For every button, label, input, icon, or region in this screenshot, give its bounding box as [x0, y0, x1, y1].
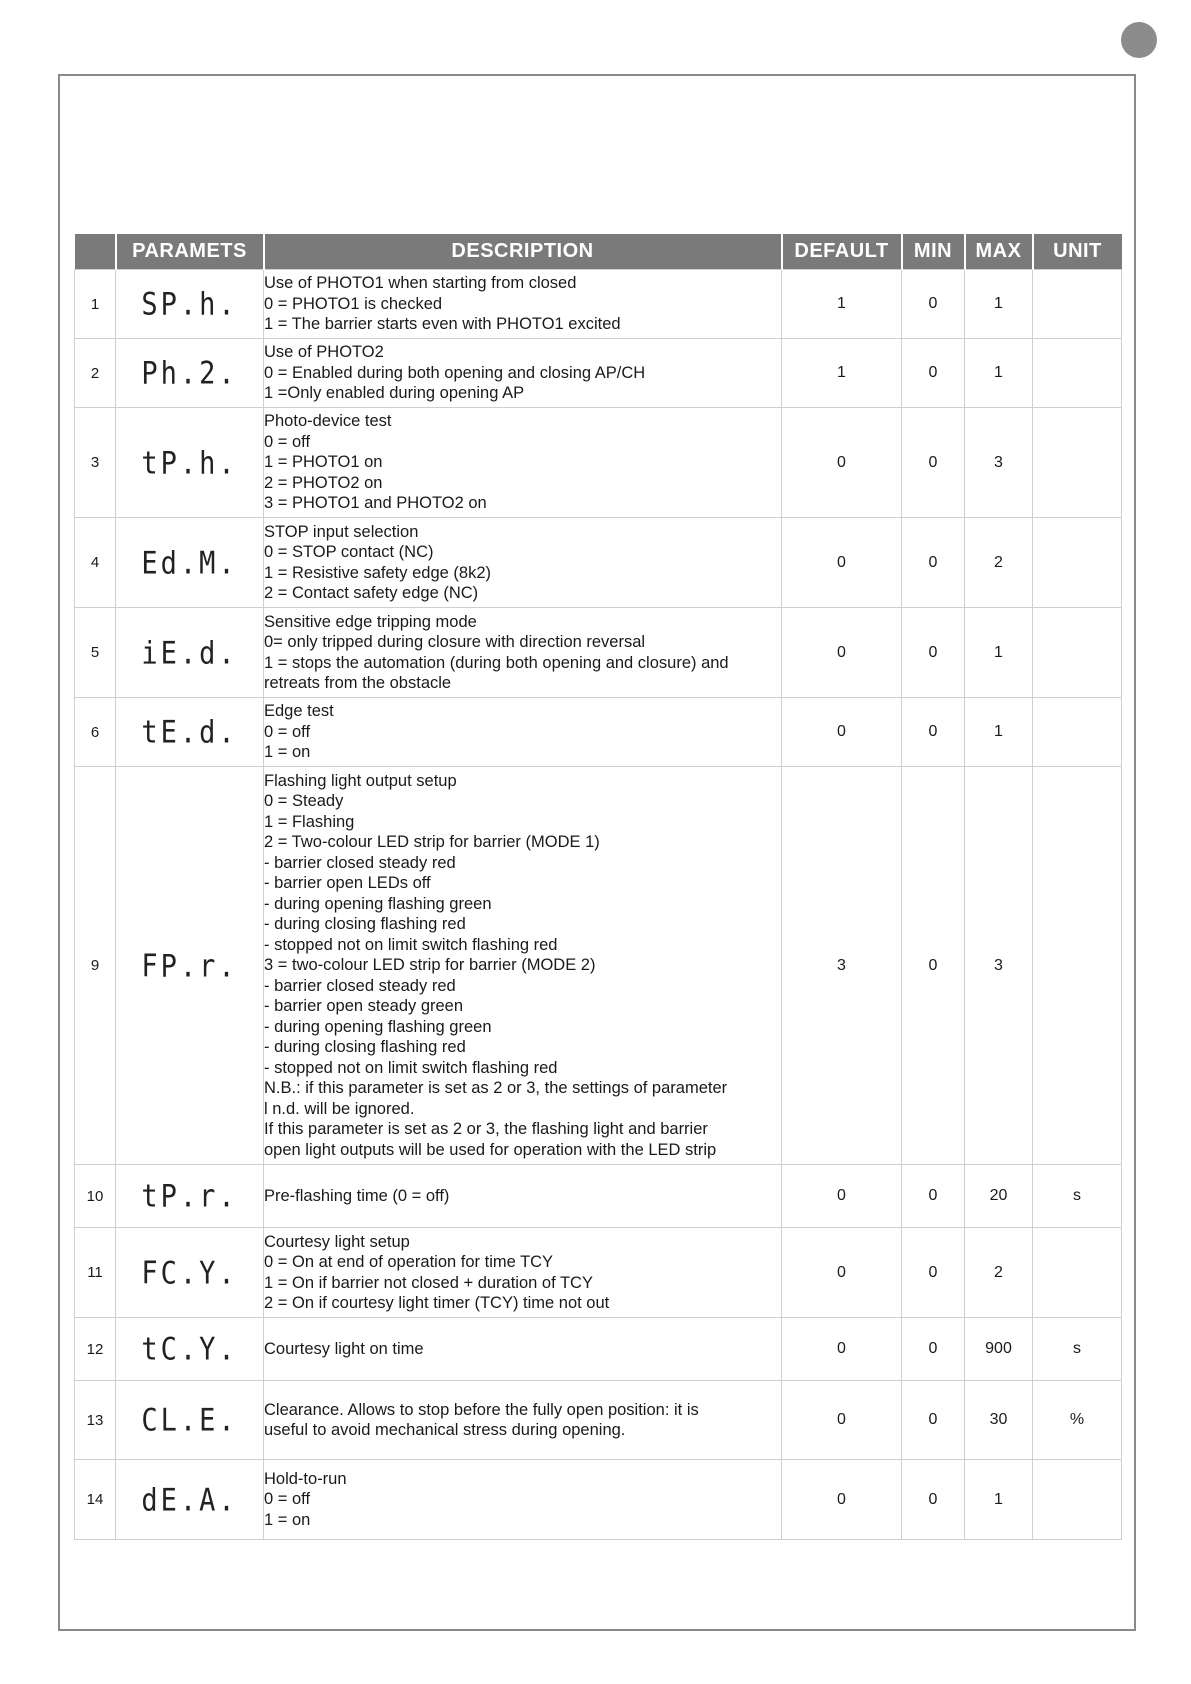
table-row	[75, 1228, 1122, 1318]
description-line: Pre-flashing time (0 = off)	[264, 1186, 450, 1205]
description-line: 1 = stops the automation (during both opening and closure) and	[264, 653, 729, 672]
description-line: 1 = Flashing	[264, 812, 355, 831]
default-value: 0	[782, 1460, 902, 1540]
row-number: 9	[75, 767, 116, 1165]
header-description: DESCRIPTION	[264, 234, 782, 270]
unit-value	[1033, 1228, 1122, 1318]
default-value: 1	[782, 339, 902, 408]
default-value: 0	[782, 698, 902, 767]
description-line: 3 = two-colour LED strip for barrier (MODE 2)	[264, 956, 596, 975]
description-line: - barrier closed steady red	[264, 976, 456, 995]
description-line: Clearance. Allows to stop before the fully open position: it is	[264, 1400, 699, 1419]
row-number: 10	[75, 1165, 116, 1228]
table-row	[75, 339, 1122, 408]
parameter-description	[264, 767, 782, 1165]
description-line: 0 = PHOTO1 is checked	[264, 294, 443, 313]
header-max: MAX	[965, 234, 1033, 270]
parameter-code: SP.h.	[116, 264, 264, 343]
description-line: Sensitive edge tripping mode	[264, 612, 477, 631]
unit-value	[1033, 608, 1122, 698]
description-line: 0 = off	[264, 432, 311, 451]
min-value: 0	[902, 1228, 965, 1318]
parameter-description	[264, 518, 782, 608]
parameter-description	[264, 1318, 782, 1381]
description-line: 2 = Contact safety edge (NC)	[264, 584, 479, 602]
header-unit: UNIT	[1033, 234, 1122, 270]
parameter-code: dE.A.	[116, 1454, 264, 1546]
description-line: - during opening flashing green	[264, 894, 492, 913]
unit-value	[1033, 1460, 1122, 1540]
row-number: 11	[75, 1228, 116, 1318]
description-line: 2 = Two-colour LED strip for barrier (MODE 1)	[264, 833, 600, 852]
parameter-code: Ph.2.	[116, 333, 264, 412]
description-line: retreats from the obstacle	[264, 674, 452, 692]
default-value: 1	[782, 270, 902, 339]
min-value: 0	[902, 339, 965, 408]
description-line: 0 = STOP contact (NC)	[264, 543, 434, 561]
description-line: l n.d. will be ignored.	[264, 1099, 415, 1118]
description-line: 1 = Resistive safety edge (8k2)	[264, 563, 491, 582]
min-value: 0	[902, 408, 965, 518]
table-row	[75, 1165, 1122, 1228]
description-line: - during closing flashing red	[264, 915, 466, 934]
description-line: 0 = off	[264, 722, 311, 741]
default-value: 0	[782, 1228, 902, 1318]
description-line: 3 = PHOTO1 and PHOTO2 on	[264, 494, 487, 513]
table-row	[75, 1381, 1122, 1460]
unit-value	[1033, 698, 1122, 767]
default-value: 0	[782, 608, 902, 698]
parameter-description	[264, 1228, 782, 1318]
parameter-code: tP.h.	[116, 399, 264, 526]
description-line: Edge test	[264, 702, 334, 721]
description-line: 0 = Enabled during both opening and closing AP/CH	[264, 363, 646, 382]
table-row	[75, 767, 1122, 1165]
max-value: 900	[965, 1318, 1033, 1381]
max-value: 1	[965, 698, 1033, 767]
header-parameter: PARAMETS	[116, 234, 264, 270]
min-value: 0	[902, 698, 965, 767]
parameter-code: Ed.M.	[116, 511, 264, 615]
max-value: 1	[965, 608, 1033, 698]
parameter-code: tE.d.	[116, 692, 264, 771]
parameter-code: tP.r.	[116, 1160, 264, 1232]
min-value: 0	[902, 1318, 965, 1381]
parameter-description	[264, 270, 782, 339]
description-line: - during opening flashing green	[264, 1017, 492, 1036]
description-line: 0 = Steady	[264, 792, 344, 811]
row-number: 2	[75, 339, 116, 408]
row-number: 4	[75, 518, 116, 608]
min-value: 0	[902, 1165, 965, 1228]
row-number: 14	[75, 1460, 116, 1540]
max-value: 3	[965, 767, 1033, 1165]
unit-value: %	[1033, 1381, 1122, 1460]
description-line: useful to avoid mechanical stress during opening.	[264, 1421, 626, 1439]
parameter-code: CL.E.	[116, 1375, 264, 1466]
description-line: 2 = PHOTO2 on	[264, 473, 383, 492]
description-line: 0 = On at end of operation for time TCY	[264, 1253, 554, 1271]
default-value: 3	[782, 767, 902, 1165]
header-default: DEFAULT	[782, 234, 902, 270]
description-line: - during closing flashing red	[264, 1038, 466, 1057]
description-line: 2 = On if courtesy light timer (TCY) time not out	[264, 1294, 610, 1312]
max-value: 2	[965, 1228, 1033, 1318]
parameter-description	[264, 608, 782, 698]
description-line: 0= only tripped during closure with direction reversal	[264, 633, 646, 651]
description-line: 1 = on	[264, 1510, 311, 1529]
default-value: 0	[782, 518, 902, 608]
default-value: 0	[782, 1165, 902, 1228]
description-line: open light outputs will be used for operation with the LED strip	[264, 1140, 717, 1159]
description-line: Flashing light output setup	[264, 771, 457, 790]
description-line: Use of PHOTO1 when starting from closed	[264, 274, 577, 293]
table-row	[75, 408, 1122, 518]
unit-value	[1033, 767, 1122, 1165]
description-line: 0 = off	[264, 1490, 311, 1509]
table-row	[75, 518, 1122, 608]
max-value: 1	[965, 270, 1033, 339]
description-line: N.B.: if this parameter is set as 2 or 3, the settings of parameter	[264, 1079, 728, 1098]
header-min: MIN	[902, 234, 965, 270]
row-number: 13	[75, 1381, 116, 1460]
min-value: 0	[902, 608, 965, 698]
description-line: Photo-device test	[264, 412, 392, 431]
min-value: 0	[902, 518, 965, 608]
description-line: 1 = PHOTO1 on	[264, 453, 383, 472]
max-value: 3	[965, 408, 1033, 518]
description-line: Courtesy light setup	[264, 1232, 410, 1251]
description-line: 1 = The barrier starts even with PHOTO1 excited	[264, 315, 621, 334]
parameter-code: tC.Y.	[116, 1313, 264, 1385]
row-number: 5	[75, 608, 116, 698]
parameter-description	[264, 339, 782, 408]
description-line: - barrier closed steady red	[264, 853, 456, 872]
table-row	[75, 270, 1122, 339]
parameter-code: iE.d.	[116, 601, 264, 705]
description-line: 1 = On if barrier not closed + duration of TCY	[264, 1273, 593, 1292]
parameter-description	[264, 408, 782, 518]
description-line: STOP input selection	[264, 522, 419, 541]
row-number: 6	[75, 698, 116, 767]
unit-value	[1033, 339, 1122, 408]
table-row	[75, 608, 1122, 698]
page-marker-icon	[1121, 22, 1157, 58]
header-index	[75, 234, 116, 270]
row-number: 1	[75, 270, 116, 339]
default-value: 0	[782, 1381, 902, 1460]
min-value: 0	[902, 767, 965, 1165]
parameter-code: FP.r.	[116, 737, 264, 1195]
parameter-description	[264, 1381, 782, 1460]
max-value: 2	[965, 518, 1033, 608]
description-line: - stopped not on limit switch flashing red	[264, 935, 558, 954]
table-row	[75, 1460, 1122, 1540]
max-value: 20	[965, 1165, 1033, 1228]
description-line: If this parameter is set as 2 or 3, the flashing light and barrier	[264, 1120, 708, 1139]
description-line: - barrier open LEDs off	[264, 874, 431, 893]
description-line: 1 = on	[264, 743, 311, 762]
max-value: 30	[965, 1381, 1033, 1460]
description-line: Hold-to-run	[264, 1469, 347, 1488]
min-value: 0	[902, 1381, 965, 1460]
unit-value: s	[1033, 1318, 1122, 1381]
parameters-table	[74, 234, 1122, 1540]
parameter-code: FC.Y.	[116, 1221, 264, 1325]
description-line: - barrier open steady green	[264, 997, 464, 1016]
unit-value	[1033, 408, 1122, 518]
default-value: 0	[782, 408, 902, 518]
parameter-description	[264, 1165, 782, 1228]
unit-value	[1033, 518, 1122, 608]
default-value: 0	[782, 1318, 902, 1381]
description-line: Use of PHOTO2	[264, 343, 384, 362]
description-line: - stopped not on limit switch flashing red	[264, 1058, 558, 1077]
min-value: 0	[902, 1460, 965, 1540]
min-value: 0	[902, 270, 965, 339]
row-number: 3	[75, 408, 116, 518]
max-value: 1	[965, 1460, 1033, 1540]
parameter-description	[264, 698, 782, 767]
unit-value: s	[1033, 1165, 1122, 1228]
unit-value	[1033, 270, 1122, 339]
row-number: 12	[75, 1318, 116, 1381]
table-row	[75, 1318, 1122, 1381]
parameter-description	[264, 1460, 782, 1540]
max-value: 1	[965, 339, 1033, 408]
description-line: 1 =Only enabled during opening AP	[264, 384, 525, 403]
description-line: Courtesy light on time	[264, 1339, 424, 1358]
